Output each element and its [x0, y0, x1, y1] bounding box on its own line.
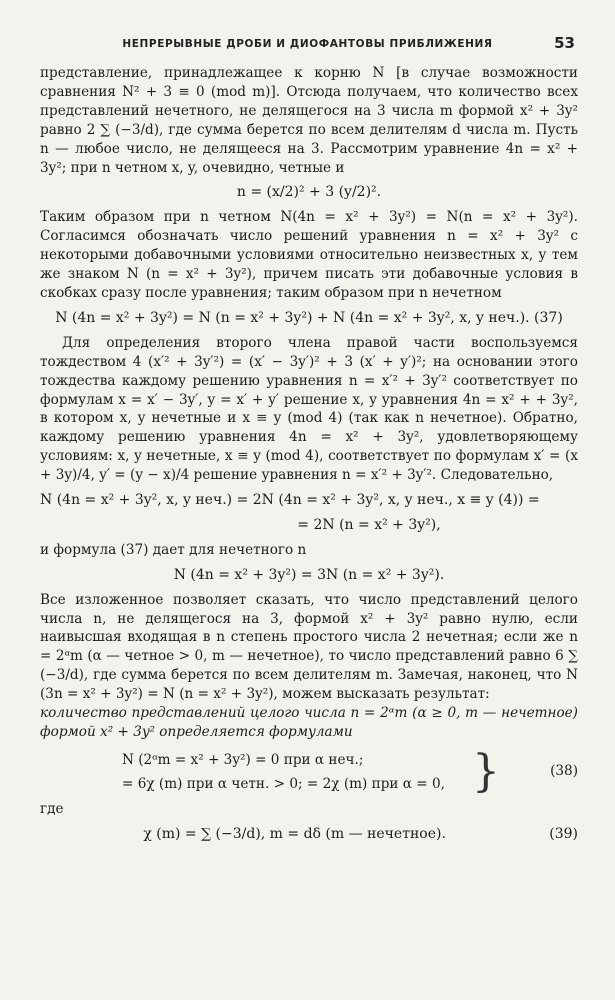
- page-number: 53: [554, 34, 575, 52]
- paragraph-5: Все изложенное позволяет сказать, что число представлений целого числа n, не делящегося на 3, формой x² + 3y² равно нулю, если наивысшая входящая в n степень простого числа 2 нечетная; если же n = 2ᵅm (α — четное > 0, m — нечетное), то число представлений равно 6 ∑ (−3/d), где сумма берется по всем делителям m. Замечая, наконец, что N (3n = x² + 3y²) = N (n = x² + 3y²), можем высказать результат:: [40, 591, 578, 703]
- where-label: где: [40, 800, 64, 817]
- paragraph-4: и формула (37) дает для нечетного n: [40, 541, 307, 558]
- equation-38-line-2: = 6χ (m) при α четн. > 0; = 2χ (m) при α = 0,: [122, 775, 445, 792]
- equation-39: [40, 825, 578, 844]
- equation-odd-line-1: N (4n = x² + 3y², x, y неч.) = 2N (4n = x² + 3y², x, y неч., x ≡ y (4)) =: [40, 492, 540, 509]
- equation-n-halves: n = (x/2)² + 3 (y/2)².: [236, 184, 382, 201]
- page-body: [40, 64, 578, 850]
- equation-odd-line-2: = 2N (n = x² + 3y²),: [297, 516, 441, 533]
- paragraph-1: представление, принадлежащее к корню N [в случае возможности сравнения N² + 3 ≡ 0 (mod m)]. Отсюда получаем, что количество всех представлений нечетного, не делящегося на 3 числа m формой x² + 3y² равно 2 ∑ (−3/d), где сумма берется по всем делителям d числа m. Пусть n — любое число, не делящееся на 3. Рассмотрим уравнение 4n = x² + 3y²; при n четном x, y, очевидно, четные и: [40, 65, 578, 176]
- equation-38-number: (38): [550, 763, 578, 780]
- equation-37: N (4n = x² + 3y²) = N (n = x² + 3y²) + N (4n = x² + 3y², x, y неч.). (37): [55, 309, 563, 326]
- paragraph-3: Для определения второго члена правой части воспользуемся тождеством 4 (x′² + 3y′²) = (x′ − 3y′)² + 3 (x′ + y′)²; на основании этого тождества каждому решению уравнения n = x′² + 3y′² соответствует по формулам x = x′ − 3y′, y = x′ + y′ решение x, y уравнения 4n = x² + + 3y², в котором x, y нечетные и x ≡ y (mod 4) (так как n нечетное). Обратно, каждому решению уравнения 4n = x² + 3y², удовлетворяющему условиям: x, y нечетные, x ≡ y (mod 4), соответствует по формулам x′ = (x + 3y)/4, y′ = (y − x)/4 решение уравнения n = x′² + 3y′². Следовательно,: [40, 334, 578, 484]
- right-brace: }: [472, 745, 500, 797]
- equation-3N: N (4n = x² + 3y²) = 3N (n = x² + 3y²).: [173, 566, 445, 583]
- paragraph-5-theorem: количество представлений целого числа n = 2ᵅm (α ≥ 0, m — нечетное) формой x² + 3y² определяется формулами: [40, 705, 578, 740]
- equation-38-line-1: N (2ᵅm = x² + 3y²) = 0 при α неч.;: [122, 751, 364, 768]
- equation-38-block: [40, 745, 578, 797]
- equation-39-number: (39): [549, 825, 578, 842]
- running-head: НЕПРЕРЫВНЫЕ ДРОБИ И ДИОФАНТОВЫ ПРИБЛИЖЕНИЯ: [122, 38, 493, 50]
- equation-39-body: χ (m) = ∑ (−3/d), m = dδ (m — нечетное).: [143, 825, 446, 842]
- paragraph-2: Таким образом при n четном N(4n = x² + 3y²) = N(n = x² + 3y²). Согласимся обозначать число решений уравнения n = x² + 3y² с некоторыми добавочными условиями относительно неизвестных x, y тем же знаком N (n = x² + 3y²), причем писать эти добавочные условия в скобках сразу после уравнения; таким образом при n нечетном: [40, 209, 578, 301]
